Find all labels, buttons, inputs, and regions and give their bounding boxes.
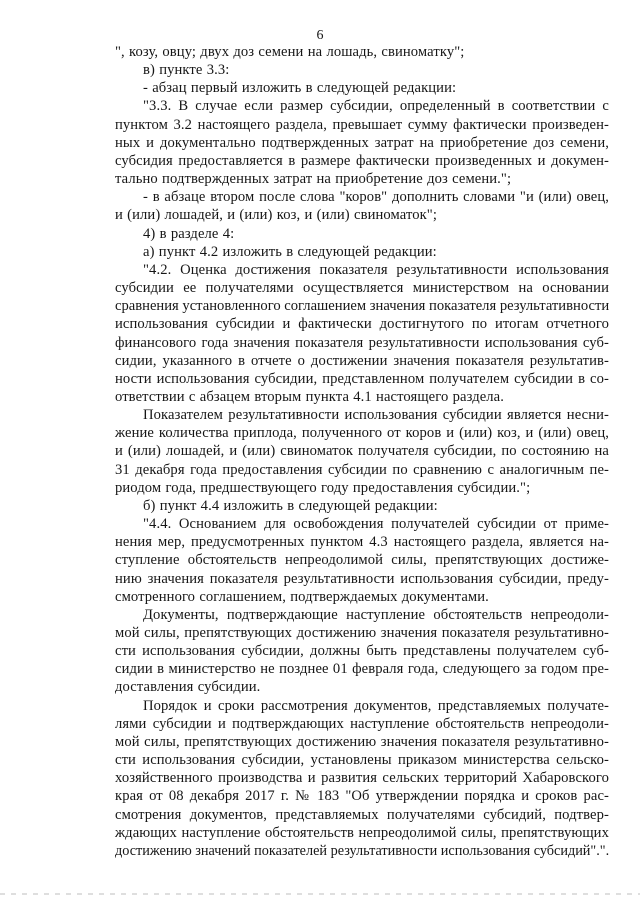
text-line: сти использования субсидии, установлены приказом министерства сельско-: [115, 752, 609, 769]
text-line: использования субсидии и фактически достигнутого по итогам отчетного: [115, 316, 609, 333]
document-body: [115, 43, 609, 860]
text-line: смотренного соглашением, подтверждаемых документами.: [115, 588, 489, 605]
text-line: тально подтвержденных затрат на приобретение доз семени.";: [115, 171, 512, 188]
text-line: сидии, указанного в отчете о достижении значения показателя результатив-: [115, 352, 609, 369]
text-line: ответствии с абзацем вторым пункта 4.1 настоящего раздела.: [115, 388, 505, 405]
text-line: субсидия предоставляется в размере фактически произведенных и докумен-: [115, 152, 609, 169]
text-line: финансового года значения показателя результативности использования суб-: [115, 334, 609, 351]
paragraph-start: Документы, подтверждающие наступление обстоятельств непреодоли-: [143, 606, 609, 623]
quoted-paragraph-start: "3.3. В случае если размер субсидии, определенный в соответствии с: [143, 98, 609, 115]
text-line: сидии в министерство не позднее 01 февраля года, следующего за годом пре-: [115, 661, 609, 678]
text-line: риодом года, предшествующего году предоставления субсидии.";: [115, 479, 531, 496]
text-line: мой силы, препятствующих достижению значения показателя результативно-: [115, 733, 609, 750]
text-line: лями субсидии и подтверждающих наступление обстоятельств непреодоли-: [115, 715, 609, 732]
quoted-paragraph-start: "4.4. Основанием для освобождения получателей субсидии от приме-: [143, 516, 609, 533]
text-line: края от 08 декабря 2017 г. № 183 "Об утверждении порядка и сроков рас-: [115, 788, 609, 805]
text-line: сравнения установленного соглашением значения показателя результативности: [115, 298, 610, 315]
list-item-heading: а) пункт 4.2 изложить в следующей редакции:: [143, 243, 437, 260]
text-line: - в абзаце втором после слова "коров" дополнить словами "и (или) овец,: [143, 189, 609, 206]
text-line: мой силы, препятствующих достижению значения показателя результативно-: [115, 625, 609, 641]
text-line: и (или) лошадей, и (или) коз, и (или) свиноматок";: [115, 207, 438, 224]
text-line: и (или) лошадей, и (или) свиноматок получателя субсидии, по состоянию на: [115, 443, 609, 460]
text-line: ности использования субсидии, представленном получателем субсидии в со-: [115, 370, 609, 387]
list-item-heading: б) пункт 4.4 изложить в следующей редакции:: [143, 497, 438, 514]
text-line: пунктом 3.2 настоящего раздела, превышает сумму фактически произведен-: [115, 116, 609, 133]
text-line: ных и документально подтвержденных затрат на приобретение доз семени,: [115, 134, 609, 151]
section-heading: 4) в разделе 4:: [143, 225, 235, 242]
text-line: достижению значений показателей результативности использования субсидий".".: [115, 842, 610, 859]
paragraph-start: Порядок и сроки рассмотрения документов, представляемых получате-: [143, 697, 609, 714]
text-line: смотрения документов, представляемых получателями субсидий, подтвер-: [115, 806, 609, 823]
text-line: ступление обстоятельств непреодолимой силы, препятствующих достиже-: [115, 552, 609, 569]
paragraph-start: Показателем результативности использования субсидии является несни-: [143, 407, 609, 424]
scan-edge-artifact: [0, 893, 640, 895]
page-number: 6: [316, 28, 324, 43]
list-item-heading: в) пункте 3.3:: [143, 62, 230, 79]
text-line: - абзац первый изложить в следующей редакции:: [143, 80, 457, 97]
text-line: субсидии ее получателями осуществляется министерством на основании: [115, 280, 609, 297]
text-line: ждающих наступление обстоятельств непреодолимой силы, препятствующих: [115, 824, 609, 841]
text-line: 31 декабря года предоставления субсидии по сравнению с аналогичным пе-: [115, 461, 609, 478]
text-line: хозяйственного производства и развития сельских территорий Хабаровского: [115, 770, 609, 787]
text-line: нию значения показателя результативности использования субсидии, преду-: [115, 570, 609, 587]
text-line: нения мер, предусмотренных пунктом 4.3 настоящего раздела, является на-: [115, 534, 609, 551]
text-line: ", козу, овцу; двух доз семени на лошадь, свиноматку";: [115, 44, 465, 60]
quoted-paragraph-start: "4.2. Оценка достижения показателя результативности использования: [143, 261, 609, 278]
text-line: доставления субсидии.: [115, 679, 261, 696]
text-line: жение количества приплода, полученного от коров и (или) коз, и (или) овец,: [115, 425, 609, 442]
text-line: сти использования субсидии, должны быть представлены получателем суб-: [115, 643, 609, 660]
